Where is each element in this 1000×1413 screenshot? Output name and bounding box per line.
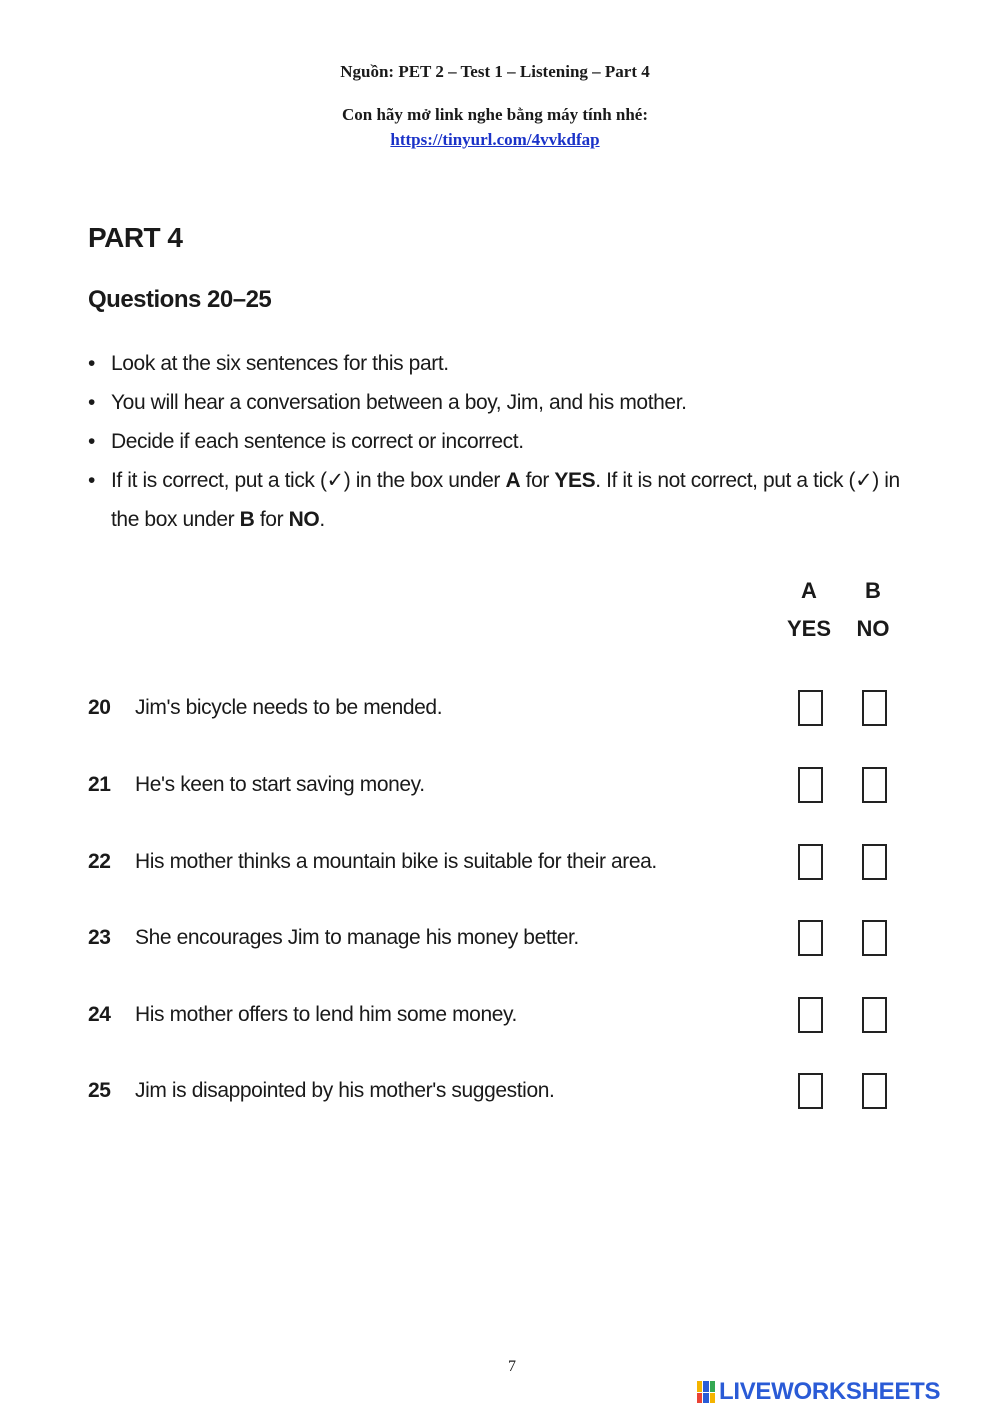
instruction-fragment: .: [319, 508, 325, 531]
answer-box-yes[interactable]: [798, 920, 823, 956]
question-number: 23: [88, 926, 111, 949]
instruction-keyword: B: [239, 508, 255, 531]
instruction-fragment: for: [254, 508, 289, 531]
question-row: [88, 767, 908, 807]
audio-link[interactable]: https://tinyurl.com/4vvkdfap: [390, 130, 600, 149]
column-a-letter: A: [801, 578, 817, 603]
answer-box-no[interactable]: [862, 690, 887, 726]
question-text: She encourages Jim to manage his money better.: [135, 926, 579, 949]
instruction-item: [88, 344, 928, 383]
liveworksheets-logo-icon: [697, 1381, 715, 1403]
question-row: [88, 997, 908, 1037]
instruction-item: [88, 461, 928, 539]
question-number: 24: [88, 1003, 111, 1026]
column-b-letter: B: [865, 578, 881, 603]
bullet-icon: •: [88, 352, 95, 375]
questions-title: Questions 20–25: [88, 286, 272, 313]
question-row: [88, 920, 908, 960]
answer-box-yes[interactable]: [798, 844, 823, 880]
source-line: Nguồn: PET 2 – Test 1 – Listening – Part 4: [340, 62, 650, 81]
instruction-item: [88, 383, 928, 422]
question-number: 21: [88, 773, 111, 796]
instruction-text: Look at the six sentences for this part.: [111, 352, 449, 375]
instruction-fragment: for: [520, 469, 555, 492]
page-number: 7: [508, 1358, 516, 1375]
instruction-fragment: . If it is not correct, put a tick (✓) in the box under: [111, 469, 900, 531]
instruction-text: [111, 469, 900, 531]
question-number: 20: [88, 696, 111, 719]
answer-box-no[interactable]: [862, 1073, 887, 1109]
answer-box-yes[interactable]: [798, 690, 823, 726]
answer-box-no[interactable]: [862, 997, 887, 1033]
question-row: [88, 1073, 908, 1113]
question-text: His mother thinks a mountain bike is suitable for their area.: [135, 850, 657, 873]
instruction-list: [88, 344, 928, 539]
part-title: PART 4: [88, 222, 183, 253]
bullet-icon: •: [88, 391, 95, 414]
instruction-keyword: A: [505, 469, 521, 492]
answer-box-yes[interactable]: [798, 767, 823, 803]
listening-instruction: Con hãy mở link nghe bằng máy tính nhé:: [341, 105, 649, 124]
answer-box-yes[interactable]: [798, 1073, 823, 1109]
answer-box-no[interactable]: [862, 767, 887, 803]
instruction-keyword: NO: [288, 508, 320, 531]
instruction-item: [88, 422, 928, 461]
answer-box-yes[interactable]: [798, 997, 823, 1033]
liveworksheets-brand[interactable]: [697, 1378, 940, 1406]
column-b-label: NO: [856, 616, 890, 641]
question-row: [88, 690, 908, 730]
question-number: 25: [88, 1079, 111, 1102]
instruction-text: You will hear a conversation between a boy, Jim, and his mother.: [111, 391, 687, 414]
instruction-fragment: If it is correct, put a tick (✓) in the box under: [111, 469, 506, 492]
audio-link-line: [0, 130, 990, 150]
bullet-icon: •: [88, 430, 95, 453]
answer-box-no[interactable]: [862, 844, 887, 880]
question-row: [88, 844, 908, 884]
question-text: His mother offers to lend him some money.: [135, 1003, 517, 1026]
question-text: He's keen to start saving money.: [135, 773, 425, 796]
brand-name: LIVEWORKSHEETS: [719, 1378, 941, 1405]
question-number: 22: [88, 850, 111, 873]
instruction-text: Decide if each sentence is correct or incorrect.: [111, 430, 524, 453]
column-a-label: YES: [786, 616, 832, 641]
question-text: Jim's bicycle needs to be mended.: [135, 696, 443, 719]
instruction-keyword: YES: [554, 469, 596, 492]
answer-box-no[interactable]: [862, 920, 887, 956]
question-text: Jim is disappointed by his mother's suggestion.: [135, 1079, 555, 1102]
bullet-icon: •: [88, 469, 95, 492]
